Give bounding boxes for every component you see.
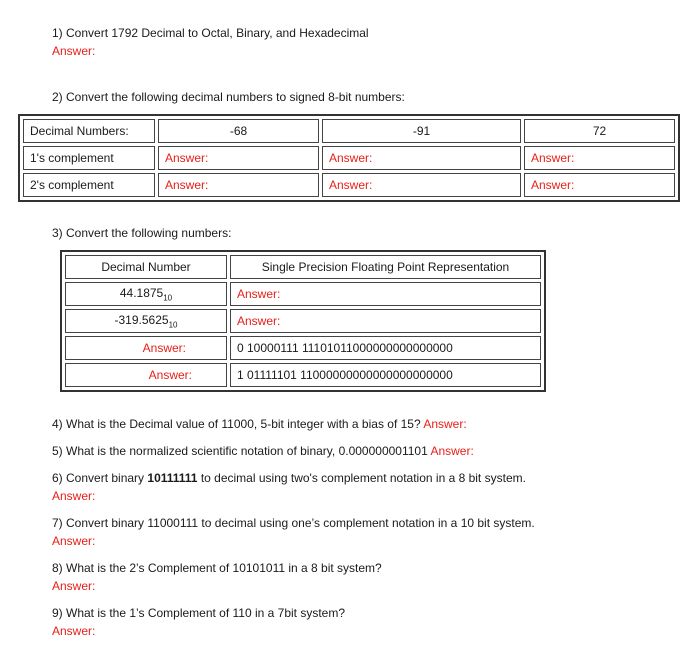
question-7-answer[interactable]: Answer: (52, 534, 96, 548)
answer-cell[interactable]: Answer: (230, 282, 541, 306)
signed-8bit-table (18, 114, 680, 202)
question-9: 9) What is the 1’s Complement of 110 in a 7bit system? (52, 606, 346, 620)
header-cell: -91 (322, 119, 521, 143)
table-row (65, 309, 541, 333)
question-4-answer[interactable]: Answer: (423, 417, 467, 431)
answer-cell[interactable]: Answer: (322, 173, 521, 197)
question-9-answer[interactable]: Answer: (52, 624, 96, 638)
decimal-cell: $-319.5625_{10}$ (65, 309, 227, 333)
header-cell: Decimal Numbers: (23, 119, 155, 143)
answer-cell[interactable]: Answer: (158, 173, 319, 197)
question-8: 8) What is the 2’s Complement of 10101011 in a 8 bit system? (52, 561, 382, 575)
table-row (65, 282, 541, 306)
table-row (23, 119, 675, 143)
question-2: 2) Convert the following decimal numbers to signed 8-bit numbers: (52, 90, 405, 104)
table-row (65, 363, 541, 387)
header-cell: Decimal Number (65, 255, 227, 279)
table-row (65, 255, 541, 279)
question-8-answer[interactable]: Answer: (52, 579, 96, 593)
representation-cell: 1 01111101 11000000000000000000000 (230, 363, 541, 387)
question-3: 3) Convert the following numbers: (52, 226, 232, 240)
representation-cell: 0 10000111 11101011000000000000000 (230, 336, 541, 360)
answer-cell[interactable]: Answer: (230, 309, 541, 333)
question-5: 5) What is the normalized scientific notation of binary, 0.000000001101 Answer: (52, 444, 474, 458)
answer-cell[interactable]: Answer: (65, 363, 227, 387)
answer-cell[interactable]: Answer: (322, 146, 521, 170)
table-row (65, 336, 541, 360)
header-cell: -68 (158, 119, 319, 143)
header-cell: Single Precision Floating Point Representation (230, 255, 541, 279)
question-6: 6) Convert binary 10111111 to decimal using two's complement notation in a 8 bit system. (52, 471, 526, 485)
row-label: 2's complement (23, 173, 155, 197)
question-7: 7) Convert binary 11000111 to decimal using one’s complement notation in a 10 bit system. (52, 516, 535, 530)
decimal-cell: $44.1875_{10}$ (65, 282, 227, 306)
answer-cell[interactable]: Answer: (158, 146, 319, 170)
question-1-answer[interactable]: Answer: (52, 44, 96, 58)
question-4: 4) What is the Decimal value of 11000, 5-bit integer with a bias of 15? Answer: (52, 417, 467, 431)
question-5-answer[interactable]: Answer: (430, 444, 474, 458)
question-1: 1) Convert 1792 Decimal to Octal, Binary, and Hexadecimal (52, 26, 369, 40)
question-6-answer[interactable]: Answer: (52, 489, 96, 503)
header-cell: 72 (524, 119, 675, 143)
answer-cell[interactable]: Answer: (65, 336, 227, 360)
row-label: 1's complement (23, 146, 155, 170)
answer-cell[interactable]: Answer: (524, 146, 675, 170)
floating-point-table (60, 250, 546, 392)
answer-cell[interactable]: Answer: (524, 173, 675, 197)
table-row (23, 173, 675, 197)
table-row (23, 146, 675, 170)
